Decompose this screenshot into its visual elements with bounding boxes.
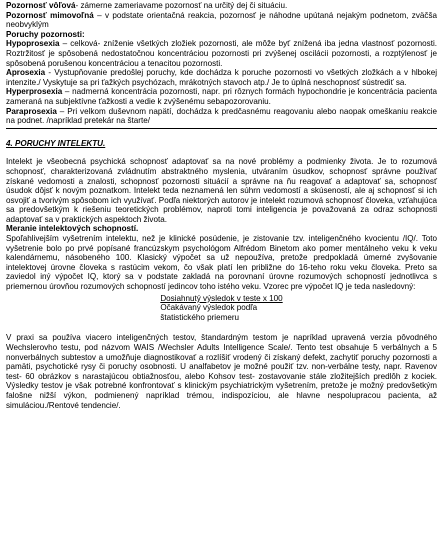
pozornost-mimovolna-text: – v podstate orientačná reakcia, pozornosť je náhodne upútaná nejakým podnetom, zväčša neobvyklým [6, 10, 438, 30]
meranie-paragraph: Spoľahlivejším vyšetrením intelektu, než je klinické posúdenie, je zistovanie tzv. inteligenčného kvocientu /IQ/. Toto vyšetrenie bolo po prvé popísané francúzskym psychológom Alfrédom Binetom ako pomer mentálneho veku k veku kalendárnemu, násobeného 100. Klasický výpočet sa už nepoužíva, pretože predpokladá úmerné zvyšovanie intelektovej úrovne človeka s rastúcim vekom, čo však platí len približne do 16-teho roku veku človeka. Preto sa zaviedol iný výpočet IQ, ktorý sa v podstate zakladá na porovnaní úrovne rozumových schopností jednotlivca s priemernou úrovňou rozumových schopností jedincov toho istého veku. Vzorec pre výpočet IQ je teda nasledovný: [6, 234, 437, 292]
meranie-heading: Meranie intelektových schopností. [6, 224, 139, 234]
term-paraprosexia: Paraprosexia [6, 106, 57, 116]
intelekt-paragraph: Intelekt je všeobecná psychická schopnosť adaptovať sa na nové problémy a podmienky života. Je to rozumová schopnosť, charakterizovaná zvládnutím abstraktného myslenia, utváraním úsudkov, schopnosť správne používať získané vedomosti a znalosti, schopnosť pozornosti situácií a správne na ňu reagovať a adaptovať sa, schopnosť úsudok dôjsť k novým poznatkom. Intelekt teda neznamená len súhrn vedomostí a skúseností, ale aj schopnosť si ich osvojiť a tvorivým spôsobom ich využívať. Podľa niektorých autorov je intelekt rozumová schopnosť človeka, vzťahujúca sa predovšetkým k riešeniu teoretických problémov, naproti tomi inteligencia je považovaná za odraz schopnosti adaptovať sa v praktických aspektoch života. [6, 157, 437, 224]
term-hyperprosexia: Hyperprosexia [6, 87, 63, 97]
praxi-paragraph: V praxi sa používa viacero inteligenčných testov, štandardným testom je napríklad upravená verzia pôvodného Wechslerovho testu, pod názvom WAIS /Wechsler Adults Intelligence Scale/. Tento test obsahuje 5 verbálnych a 5 nonverbálnych subtestov a umožňuje diagnostikovať a rozlíšiť vrodený či získaný defekt, zachytiť poruchy pozornosti a pamäti, psychotické rysy či poruchy osobnosti. U analfabetov je možné použiť tzv. non-verbálne testy, napr. Ravenov test- 60 obrázkov s narastajúcou obtiažnosťou, alebo Kohsov test- zostavovanie stále zložitejších predlôh z kociek. Výsledky testov je však potrebné konfrontovať s klinickým psychiatrickým vyšetrením, pretože je možný predovšetkým falošne nižší výkon, podmienený napríklad trémou, indispozíciou, ale hlavne nespolupracou pacienta, až simuláciou./Rentové tendencie/. [6, 333, 437, 410]
term-aprosexia: Aprosexia [6, 68, 46, 78]
iq-fraction [160, 294, 282, 323]
hypoprosexia-text: – celková- zníženie všetkých zložiek pozornosti, ale môže byť znížená iba jedna vlastnosť pozornosti. Roztržitosť je spôsobená nedostatočnou koncentráciou pozornosti pri zvýšenej oscilácii pozornosti, a rozptýlenosť je spôsobená porušenou koncentráciou a tenacitou pozornosti. [6, 39, 437, 68]
section-title: 4. PORUCHY INTELEKTU. [6, 138, 106, 148]
formula-denominator-line-2: štatistického priemeru [160, 312, 240, 322]
hypoprosexia-paragraph [6, 39, 437, 68]
term-pozornost-mimovolna: Pozornosť mimovoľná [6, 10, 94, 20]
section-divider [6, 128, 437, 129]
paraprosexia-text: – Pri velkom duševnom napätí, dochádza k predčasnému reagovaniu alebo naopak omeškaniu reakcie na podnet. /napríklad pretekár na štarte/ [6, 106, 437, 126]
term-hypoprosexia: Hypoprosexia [6, 39, 60, 49]
formula-numerator: Dosiahnutý výsledok v teste x 100 [160, 293, 283, 303]
pozornost-volova-text: - zámerne zameriavame pozornosť na určitý dej či situáciu. [75, 1, 288, 10]
aprosexia-paragraph [6, 68, 437, 87]
iq-formula [6, 294, 437, 323]
paraprosexia-paragraph [6, 107, 437, 126]
aprosexia-text: - Vystupňovanie predošlej poruchy, kde dochádza k poruche pozornosti vo všetkých zložkách a v hlbokej intenzite./ Vyskytuje sa pri ťažkých psychózach, mrákotných stavoch atp./ Je to úplná neschopnosť sústrediť sa. [6, 68, 437, 87]
term-pozornost-volova: Pozornosť vôľová [6, 1, 76, 10]
spacer [6, 322, 437, 333]
poruchy-pozornosti-heading: Poruchy pozornosti: [6, 29, 85, 39]
pozornost-mimovolna-paragraph [6, 11, 437, 30]
hyperprosexia-paragraph [6, 87, 437, 106]
hyperprosexia-text: – nadmerná koncentrácia pozornosti, napr. pri rôznych formách hypochondrie je koncentrácia pacienta zameraná na subjektívne ťažkosti a vedie k zvýšenému sebapozorovaniu. [6, 87, 437, 106]
formula-denominator-line-1: Očakávaný výsledok podľa [160, 303, 258, 313]
pozornost-volova-paragraph [6, 1, 437, 11]
